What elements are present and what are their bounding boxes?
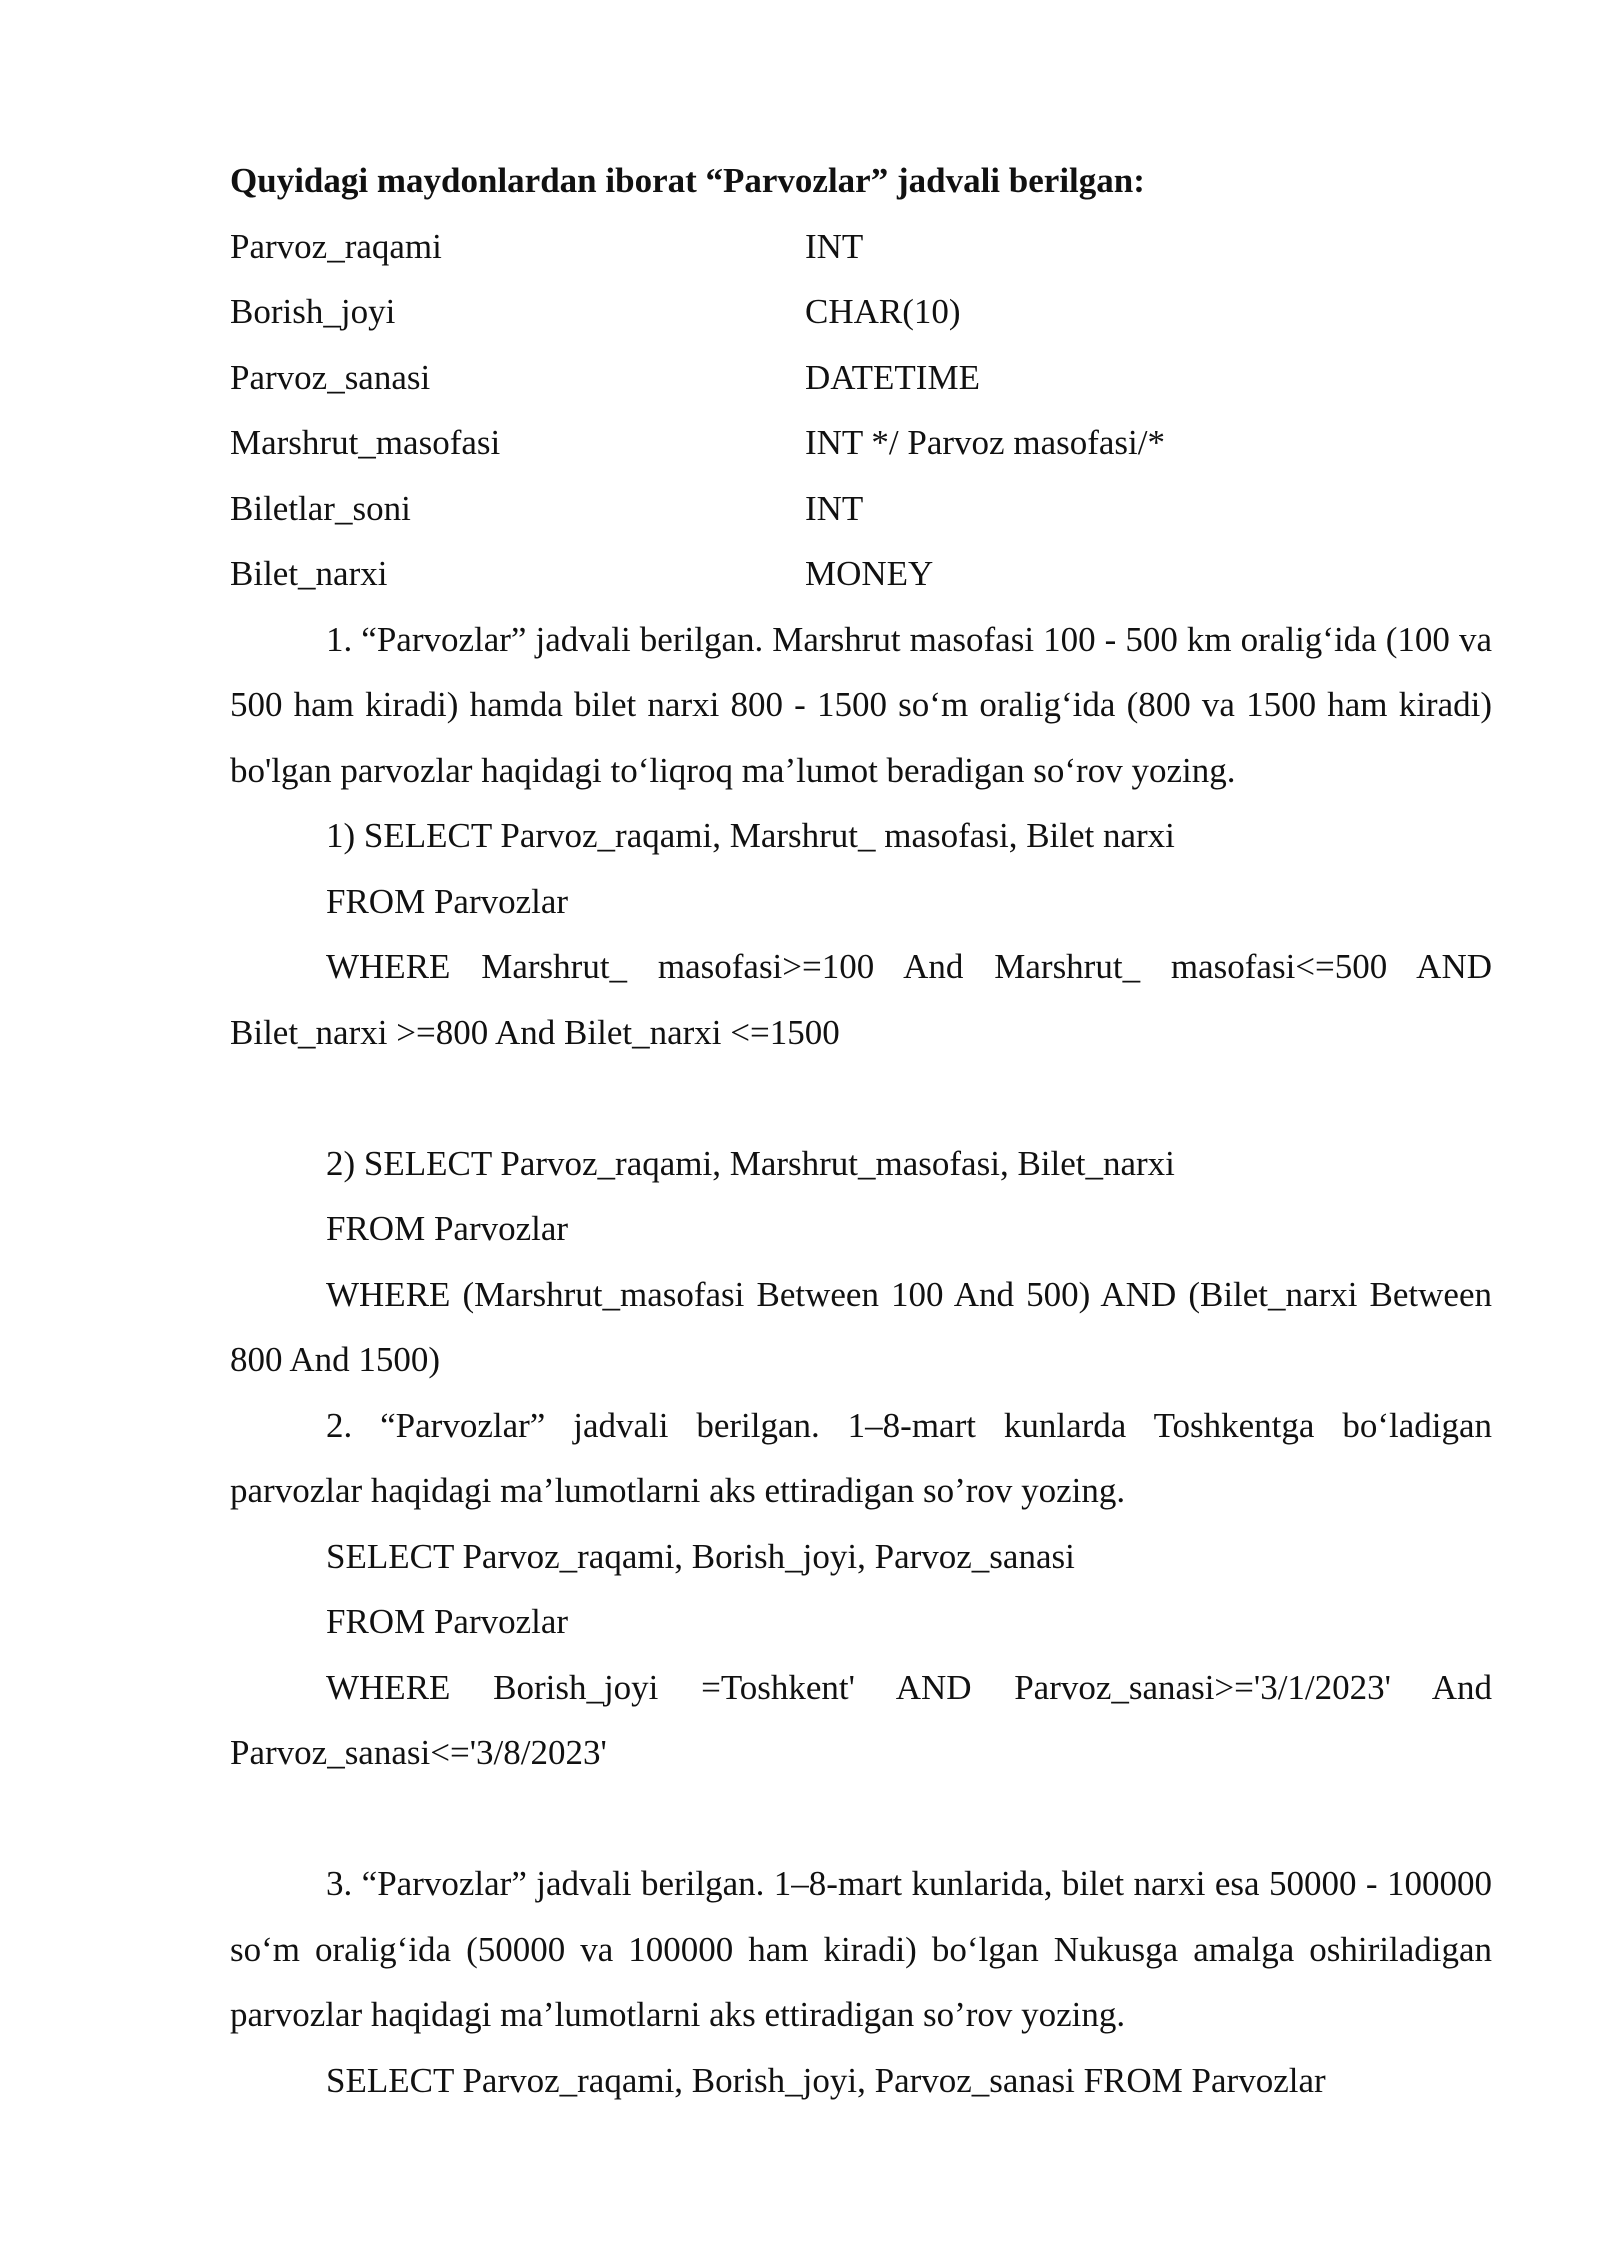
field-type: INT <box>805 226 864 266</box>
task-1-text: 1. “Parvozlar” jadvali berilgan. Marshrut masofasi 100 - 500 km oralig‘ida (100 va 500 ham kiradi) hamda bilet narxi 800 - 1500 so‘m oralig‘ida (800 va 1500 ham kiradi) bo'lgan parvozlar haqidagi to‘liqroq ma’lumot beradigan so‘rov yozing. <box>230 619 1492 790</box>
task-1-solution-1-where: WHERE Marshrut_ masofasi>=100 And Marshrut_ masofasi<=500 AND Bilet_narxi >=800 And Bilet_narxi <=1500 <box>230 947 1492 1052</box>
field-name: Parvoz_raqami <box>230 226 442 266</box>
task-1-solution-1-select: 1) SELECT Parvoz_raqami, Marshrut_ masofasi, Bilet narxi <box>326 816 1175 855</box>
field-name: Marshrut_masofasi <box>230 423 501 462</box>
field-row <box>230 410 1492 476</box>
field-type: CHAR(10) <box>805 292 961 331</box>
task-1-solution-1-from: FROM Parvozlar <box>326 881 569 921</box>
field-type: INT */ Parvoz masofasi/* <box>805 423 1165 462</box>
field-name: Biletlar_soni <box>230 488 411 528</box>
field-type: MONEY <box>805 554 934 593</box>
task-2-where: WHERE Borish_joyi =Toshkent' AND Parvoz_sanasi>='3/1/2023' And Parvoz_sanasi<='3/8/2023' <box>230 1667 1492 1772</box>
field-name: Parvoz_sanasi <box>230 357 431 397</box>
field-row <box>230 214 1492 280</box>
task-3-text: 3. “Parvozlar” jadvali berilgan. 1–8-mart kunlarida, bilet narxi esa 50000 - 100000 so‘m oralig‘ida (50000 va 100000 ham kiradi) bo‘lgan Nukusga amalga oshiriladigan parvozlar haqidagi ma’lumotlarni aks ettiradigan so’rov yozing. <box>230 1864 1492 2034</box>
task-1-solution-2-where: WHERE (Marshrut_masofasi Between 100 And 500) AND (Bilet_narxi Between 800 And 1500) <box>230 1274 1492 1379</box>
task-1-solution-2-from: FROM Parvozlar <box>326 1209 569 1248</box>
field-row <box>230 345 1492 411</box>
blank-line <box>230 1786 1492 1852</box>
task-3-select: SELECT Parvoz_raqami, Borish_joyi, Parvoz_sanasi FROM Parvozlar <box>326 2060 1326 2100</box>
field-name: Bilet_narxi <box>230 554 388 593</box>
field-type: DATETIME <box>805 357 980 397</box>
document-page <box>230 148 1492 2113</box>
task-1-solution-2-select: 2) SELECT Parvoz_raqami, Marshrut_masofasi, Bilet_narxi <box>326 1143 1175 1183</box>
field-type: INT <box>805 488 864 528</box>
field-row <box>230 541 1492 607</box>
task-2-select: SELECT Parvoz_raqami, Borish_joyi, Parvoz_sanasi <box>326 1536 1075 1576</box>
blank-line <box>230 1065 1492 1131</box>
task-2-text: 2. “Parvozlar” jadvali berilgan. 1–8-mart kunlarda Toshkentga bo‘ladigan parvozlar haqidagi ma’lumotlarni aks ettiradigan so’rov yozing. <box>230 1405 1492 1510</box>
task-2-from: FROM Parvozlar <box>326 1602 569 1641</box>
field-name: Borish_joyi <box>230 292 396 331</box>
document-heading: Quyidagi maydonlardan iborat “Parvozlar” jadvali berilgan: <box>230 161 1145 200</box>
field-row <box>230 279 1492 345</box>
field-row <box>230 476 1492 542</box>
